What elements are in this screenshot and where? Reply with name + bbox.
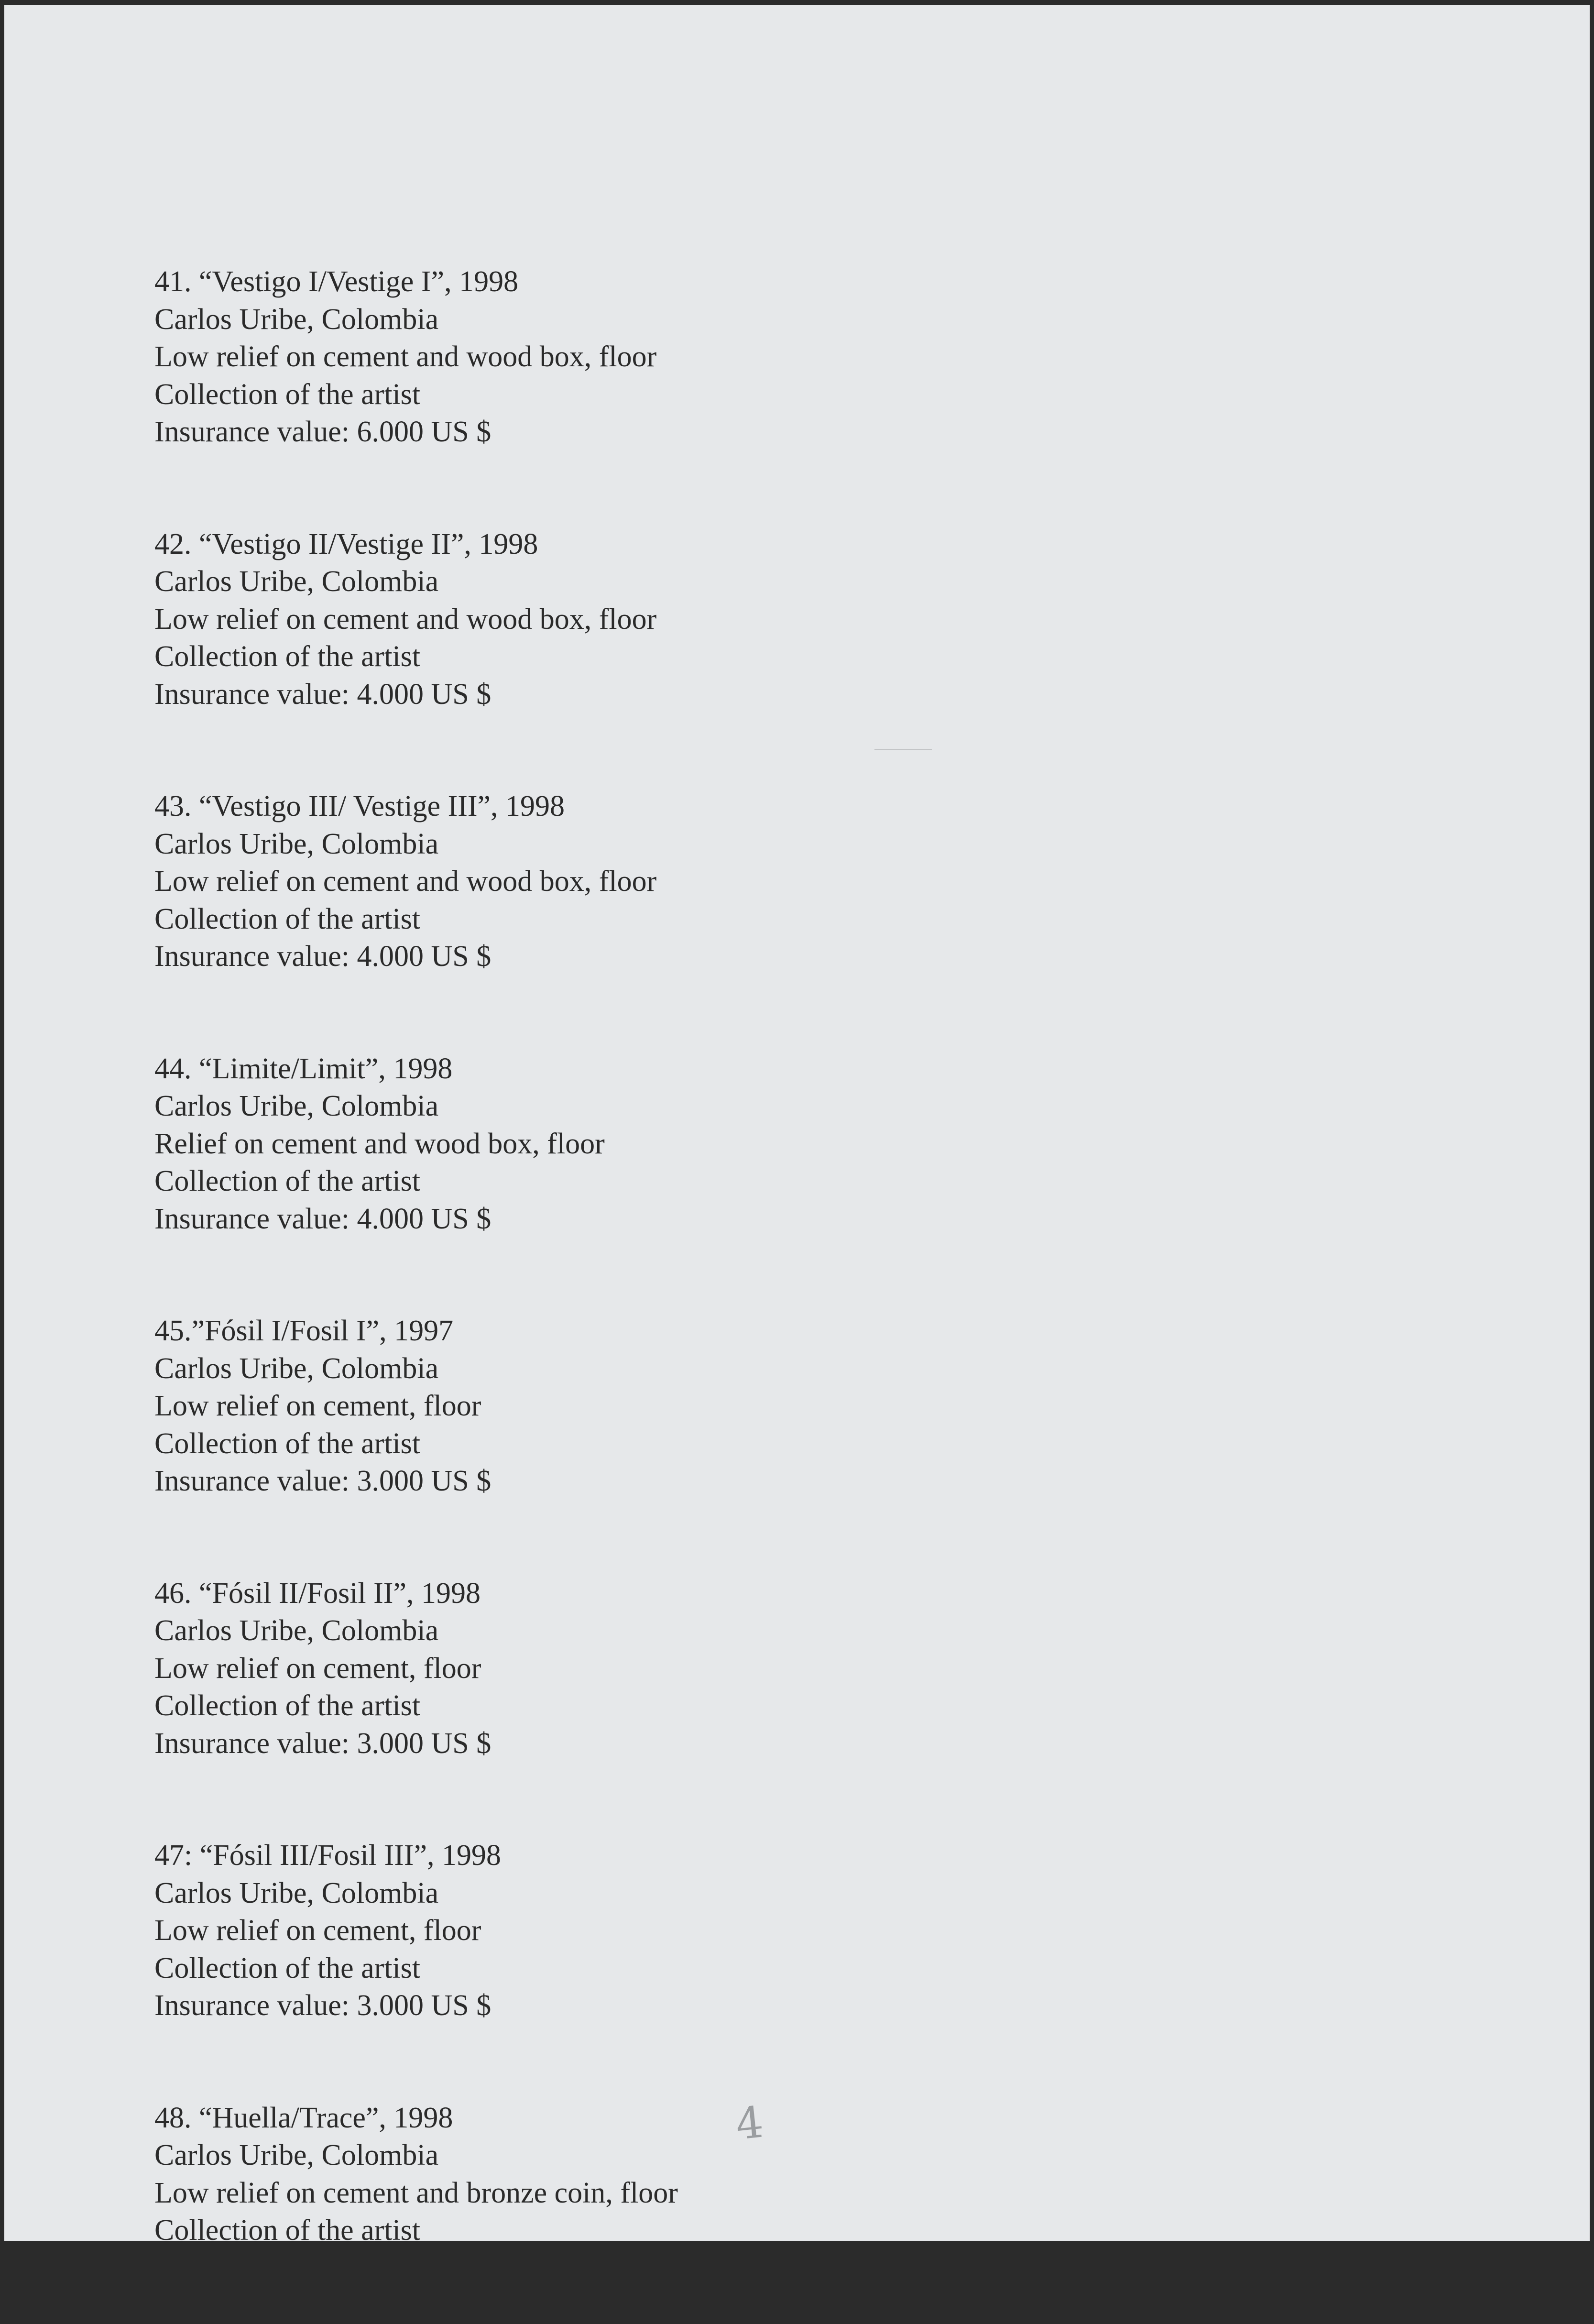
entry-title: 44. “Limite/Limit”, 1998 <box>154 1052 453 1085</box>
entry-insurance: Insurance value: 6.000 US $ <box>154 416 491 448</box>
entry-medium: Low relief on cement, floor <box>154 1390 481 1422</box>
entry-collection: Collection of the artist <box>154 902 421 935</box>
entry-title: 43. “Vestigo III/ Vestige III”, 1998 <box>154 790 565 822</box>
artwork-entry <box>154 526 678 713</box>
entry-collection: Collection of the artist <box>154 640 421 673</box>
entry-medium: Relief on cement and wood box, floor <box>154 1127 605 1160</box>
entry-title: 42. “Vestigo II/Vestige II”, 1998 <box>154 527 538 560</box>
artwork-list <box>154 263 678 2324</box>
entry-artist: Carlos Uribe, Colombia <box>154 1352 439 1385</box>
entry-title: 46. “Fósil II/Fosil II”, 1998 <box>154 1577 480 1610</box>
entry-insurance: Insurance value: 4.000 US $ <box>154 678 491 711</box>
entry-insurance: Insurance value: 3.000 US $ <box>154 1989 491 2022</box>
scan-mark <box>874 749 932 750</box>
artwork-entry <box>154 1575 678 1763</box>
artwork-entry <box>154 263 678 451</box>
entry-medium: Low relief on cement and bronze coin, floor <box>154 2176 678 2209</box>
artwork-entry <box>154 1050 678 1238</box>
entry-artist: Carlos Uribe, Colombia <box>154 565 439 598</box>
entry-title: 47: “Fósil III/Fosil III”, 1998 <box>154 1839 501 1872</box>
artwork-entry <box>154 788 678 976</box>
entry-collection: Collection of the artist <box>154 2214 421 2247</box>
entry-artist: Carlos Uribe, Colombia <box>154 2139 439 2171</box>
entry-insurance: Insurance value: 4.000 US $ <box>154 940 491 973</box>
entry-medium: Low relief on cement and wood box, floor <box>154 865 657 898</box>
artwork-entry <box>154 1312 678 1500</box>
entry-collection: Collection of the artist <box>154 1689 421 1722</box>
entry-medium: Low relief on cement, floor <box>154 1914 481 1947</box>
entry-insurance: Insurance value: 3.000 US $ <box>154 1727 491 1760</box>
entry-collection: Collection of the artist <box>154 1951 421 1984</box>
entry-collection: Collection of the artist <box>154 1427 421 1460</box>
document-page <box>4 5 1590 2247</box>
entry-collection: Collection of the artist <box>154 1165 421 1197</box>
entry-medium: Low relief on cement, floor <box>154 1652 481 1685</box>
entry-medium: Low relief on cement and wood box, floor <box>154 340 657 373</box>
entry-artist: Carlos Uribe, Colombia <box>154 303 439 336</box>
artwork-entry <box>154 2099 678 2249</box>
entry-artist: Carlos Uribe, Colombia <box>154 1090 439 1122</box>
entry-insurance: Insurance value: 3.000 US $ <box>154 1465 491 1497</box>
entry-artist: Carlos Uribe, Colombia <box>154 1876 439 1909</box>
entry-title: 45.”Fósil I/Fosil I”, 1997 <box>154 1315 454 1347</box>
entry-title: 48. “Huella/Trace”, 1998 <box>154 2101 453 2134</box>
entry-artist: Carlos Uribe, Colombia <box>154 1614 439 1647</box>
entry-medium: Low relief on cement and wood box, floor <box>154 603 657 636</box>
entry-artist: Carlos Uribe, Colombia <box>154 827 439 860</box>
handwritten-page-number: 4 <box>733 2097 766 2150</box>
entry-title: 41. “Vestigo I/Vestige I”, 1998 <box>154 265 519 298</box>
artwork-entry <box>154 1837 678 2025</box>
entry-insurance: Insurance value: 4.000 US $ <box>154 1202 491 1235</box>
entry-collection: Collection of the artist <box>154 378 421 411</box>
